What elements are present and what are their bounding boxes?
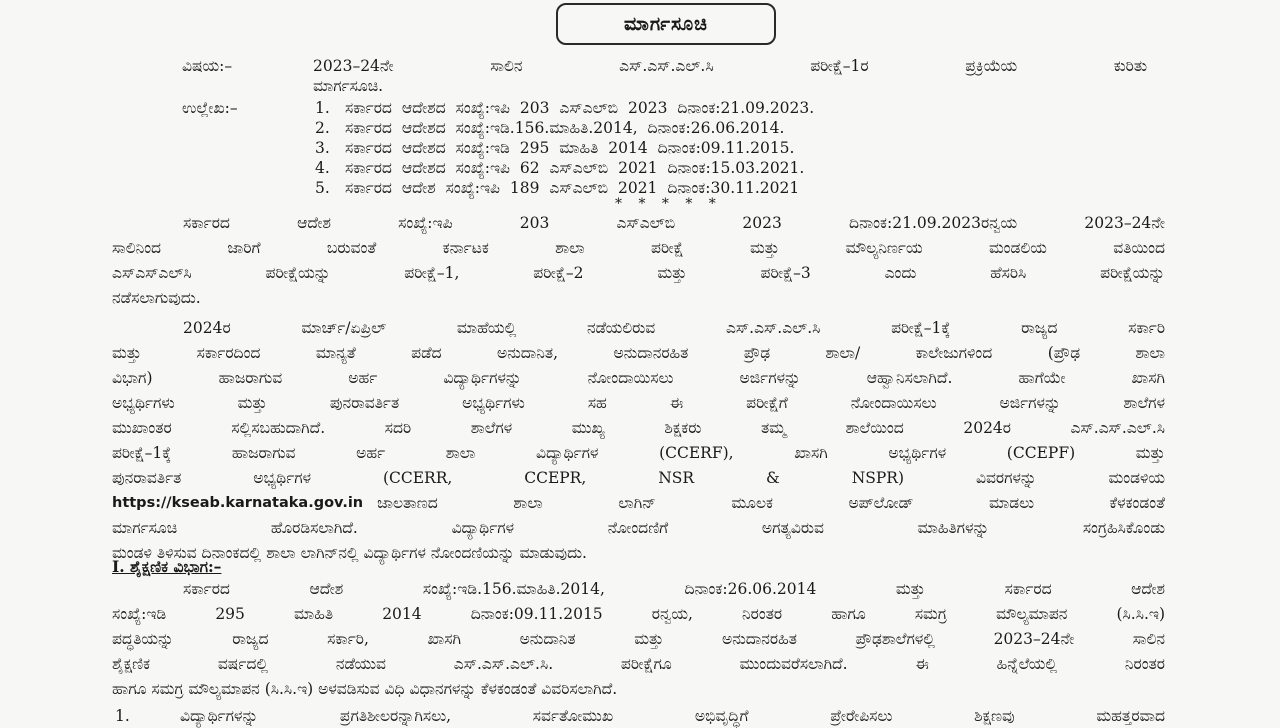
- para2-line-5: ಮುಖಾಂತರ ಸಲ್ಲಿಸಬಹುದಾಗಿದೆ. ಸದರಿ ಶಾಲೆಗಳ ಮುಖ್ಯ ಶಿಕ್ಷಕರು ತಮ್ಮ ಶಾಲೆಯಿಂದ 2024ರ ಎಸ್.ಎಸ್.ಎಲ್.ಸಿ: [112, 419, 1165, 437]
- reference-item-1: ಸರ್ಕಾರದ ಆದೇಶದ ಸಂಖ್ಯೆ:ಇಪಿ 203 ಎಸ್‌ಎಲ್‌ಬಿ 2023 ದಿನಾಂಕ:21.09.2023.: [345, 99, 815, 117]
- para1-line-4: ನಡೆಸಲಾಗುವುದು.: [112, 289, 201, 307]
- para3-line-4: ಶೈಕ್ಷಣಿಕ ವರ್ಷದಲ್ಲಿ ನಡೆಯುವ ಎಸ್.ಎಸ್.ಎಲ್.ಸಿ. ಪರೀಕ್ಷೆಗೂ ಮುಂದುವರೆಸಲಾಗಿದೆ. ಈ ಹಿನ್ನೆಲೆಯಲ್ಲಿ ನಿರಂತರ: [112, 655, 1165, 673]
- reference-num-2: 2.: [315, 119, 330, 137]
- reference-label: ಉಲ್ಲೇಖ:–: [182, 99, 238, 117]
- para2-line-7: ಪುನರಾವರ್ತಿತ ಅಭ್ಯರ್ಥಿಗಳ (CCERR, CCEPR, NSR & NSPR) ವಿವರಗಳನ್ನು ಮಂಡಳಿಯ: [112, 469, 1165, 487]
- subject-label: ವಿಷಯ:–: [182, 57, 233, 75]
- para2-url-line: [112, 493, 1165, 513]
- para2-line-1: 2024ರ ಮಾರ್ಚ್/ಏಪ್ರಿಲ್ ಮಾಹೆಯಲ್ಲಿ ನಡೆಯಲಿರುವ ಎಸ್.ಎಸ್.ಎಲ್.ಸಿ ಪರೀಕ್ಷೆ–1ಕ್ಕೆ ರಾಜ್ಯದ ಸರ್ಕಾರಿ: [183, 319, 1165, 337]
- para2-line-4: ಅಭ್ಯರ್ಥಿಗಳು ಮತ್ತು ಪುನರಾವರ್ತಿತ ಅಭ್ಯರ್ಥಿಗಳು ಸಹ ಈ ಪರೀಕ್ಷೆಗೆ ನೋಂದಾಯಿಸಲು ಅರ್ಜಿಗಳನ್ನು ಶಾಲೆಗಳ: [112, 394, 1165, 412]
- reference-num-4: 4.: [315, 159, 330, 177]
- para1-line-2: ಸಾಲಿನಿಂದ ಜಾರಿಗೆ ಬರುವಂತೆ ಕರ್ನಾಟಕ ಶಾಲಾ ಪರೀಕ್ಷೆ ಮತ್ತು ಮೌಲ್ಯನಿರ್ಣಯ ಮಂಡಲಿಯ ವತಿಯಿಂದ: [112, 239, 1165, 257]
- para3-line-1: ಸರ್ಕಾರದ ಆದೇಶ ಸಂಖ್ಯೆ:ಇಡಿ.156.ಮಾಹಿತಿ.2014, ದಿನಾಂಕ:26.06.2014 ಮತ್ತು ಸರ್ಕಾರದ ಆದೇಶ: [183, 580, 1165, 598]
- section-heading-academic: I. ಶೈಕ್ಷಣಿಕ ವಿಭಾಗ:–: [112, 557, 222, 576]
- para1-line-1: ಸರ್ಕಾರದ ಆದೇಶ ಸಂಖ್ಯೆ:ಇಪಿ 203 ಎಸ್‌ಎಲ್‌ಬಿ 2023 ದಿನಾಂಕ:21.09.2023ರನ್ವಯ 2023–24ನೇ: [183, 214, 1165, 232]
- para2-url-line-rest: ಜಾಲತಾಣದ ಶಾಲಾ ಲಾಗಿನ್ ಮೂಲಕ ಅಪ್‌ಲೋಡ್ ಮಾಡಲು ಕೆಳಕಂಡಂತೆ: [377, 494, 1165, 512]
- para2-line-2: ಮತ್ತು ಸರ್ಕಾರದಿಂದ ಮಾನ್ಯತೆ ಪಡೆದ ಅನುದಾನಿತ, ಅನುದಾನರಹಿತ ಪ್ರೌಢ ಶಾಲಾ/ ಕಾಲೇಜುಗಳಿಂದ (ಪ್ರೌಢ ಶಾಲಾ: [112, 344, 1165, 362]
- para1-line-3: ಎಸ್‌ಎಸ್‌ಎಲ್‌ಸಿ ಪರೀಕ್ಷೆಯನ್ನು ಪರೀಕ್ಷೆ–1, ಪರೀಕ್ಷೆ–2 ಮತ್ತು ಪರೀಕ್ಷೆ–3 ಎಂದು ಹೆಸರಿಸಿ ಪರೀಕ್ಷೆಯನ್ನು: [112, 264, 1165, 282]
- kseab-website-link[interactable]: https://kseab.karnataka.gov.in: [112, 495, 364, 511]
- document-title-box: [556, 3, 776, 45]
- para3-line-5: ಹಾಗೂ ಸಮಗ್ರ ಮೌಲ್ಯಮಾಪನ (ಸಿ.ಸಿ.ಇ) ಅಳವಡಿಸುವ ವಿಧಿ ವಿಧಾನಗಳನ್ನು ಕೆಳಕಂಡಂತೆ ವಿವರಿಸಲಾಗಿದೆ.: [112, 680, 618, 698]
- reference-num-3: 3.: [315, 139, 330, 157]
- subject-line-1: 2023–24ನೇ ಸಾಲಿನ ಎಸ್.ಎಸ್.ಎಲ್.ಸಿ ಪರೀಕ್ಷೆ–1ರ ಪ್ರಕ್ರಿಯೆಯ ಕುರಿತು: [313, 57, 1147, 75]
- separator-stars: * * * * *: [615, 196, 722, 212]
- reference-item-3: ಸರ್ಕಾರದ ಆದೇಶದ ಸಂಖ್ಯೆ:ಇಡಿ 295 ಮಾಹಿತಿ 2014 ದಿನಾಂಕ:09.11.2015.: [345, 139, 795, 157]
- point-1-number: 1.: [115, 707, 130, 725]
- para2-line-9: ಮಾರ್ಗಸೂಚಿ ಹೊರಡಿಸಲಾಗಿದೆ. ವಿದ್ಯಾರ್ಥಿಗಳ ನೋಂದಣಿಗೆ ಅಗತ್ಯವಿರುವ ಮಾಹಿತಿಗಳನ್ನು ಸಂಗ್ರಹಿಸಿಕೊಂಡು: [112, 519, 1165, 537]
- reference-num-1: 1.: [315, 99, 330, 117]
- para2-line-3: ವಿಭಾಗ) ಹಾಜರಾಗುವ ಅರ್ಹ ವಿದ್ಯಾರ್ಥಿಗಳನ್ನು ನೋಂದಾಯಿಸಲು ಅರ್ಜಿಗಳನ್ನು ಆಹ್ವಾನಿಸಲಾಗಿದೆ. ಹಾಗೆಯೇ ಖಾಸಗಿ: [112, 369, 1165, 387]
- reference-item-5: ಸರ್ಕಾರದ ಆದೇಶ ಸಂಖ್ಯೆ:ಇಪಿ 189 ಎಸ್‌ಎಲ್‌ಬಿ 2021 ದಿನಾಂಕ:30.11.2021: [345, 179, 800, 197]
- para2-line-6: ಪರೀಕ್ಷೆ–1ಕ್ಕೆ ಹಾಜರಾಗುವ ಅರ್ಹ ಶಾಲಾ ವಿದ್ಯಾರ್ಥಿಗಳ (CCERF), ಖಾಸಗಿ ಅಭ್ಯರ್ಥಿಗಳ (CCEPF) ಮತ್ತು: [112, 444, 1165, 462]
- reference-item-4: ಸರ್ಕಾರದ ಆದೇಶದ ಸಂಖ್ಯೆ:ಇಪಿ 62 ಎಸ್‌ಎಲ್‌ಬಿ 2021 ದಿನಾಂಕ:15.03.2021.: [345, 159, 805, 177]
- para3-line-2: ಸಂಖ್ಯೆ:ಇಡಿ 295 ಮಾಹಿತಿ 2014 ದಿನಾಂಕ:09.11.2015 ರನ್ವಯ, ನಿರಂತರ ಹಾಗೂ ಸಮಗ್ರ ಮೌಲ್ಯಮಾಪನ (ಸಿ.ಸಿ.ಇ): [112, 605, 1165, 623]
- reference-num-5: 5.: [315, 179, 330, 197]
- para2-line-10: ಮಂಡಳಿ ತಿಳಿಸುವ ದಿನಾಂಕದಲ್ಲಿ ಶಾಲಾ ಲಾಗಿನ್‌ನಲ್ಲಿ ವಿದ್ಯಾರ್ಥಿಗಳ ನೋಂದಣಿಯನ್ನು ಮಾಡುವುದು.: [112, 544, 587, 562]
- reference-item-2: ಸರ್ಕಾರದ ಆದೇಶದ ಸಂಖ್ಯೆ:ಇಡಿ.156.ಮಾಹಿತಿ.2014, ದಿನಾಂಕ:26.06.2014.: [345, 119, 785, 137]
- para3-line-3: ಪದ್ಧತಿಯನ್ನು ರಾಜ್ಯದ ಸರ್ಕಾರಿ, ಖಾಸಗಿ ಅನುದಾನಿತ ಮತ್ತು ಅನುದಾನರಹಿತ ಪ್ರೌಢಶಾಲೆಗಳಲ್ಲಿ 2023–24ನೇ ಸಾಲಿನ: [112, 630, 1165, 648]
- document-title: ಮಾರ್ಗಸೂಚಿ: [624, 13, 708, 35]
- subject-line-2: ಮಾರ್ಗಸೂಚಿ.: [313, 77, 384, 95]
- point-1-text: ವಿದ್ಯಾರ್ಥಿಗಳನ್ನು ಪ್ರಗತಿಶೀಲರನ್ನಾಗಿಸಲು, ಸರ್ವತೋಮುಖ ಅಭಿವೃದ್ಧಿಗೆ ಪ್ರೇರೇಪಿಸಲು ಶಿಕ್ಷಣವು ಮಹತ್ತರವಾದ: [180, 707, 1165, 725]
